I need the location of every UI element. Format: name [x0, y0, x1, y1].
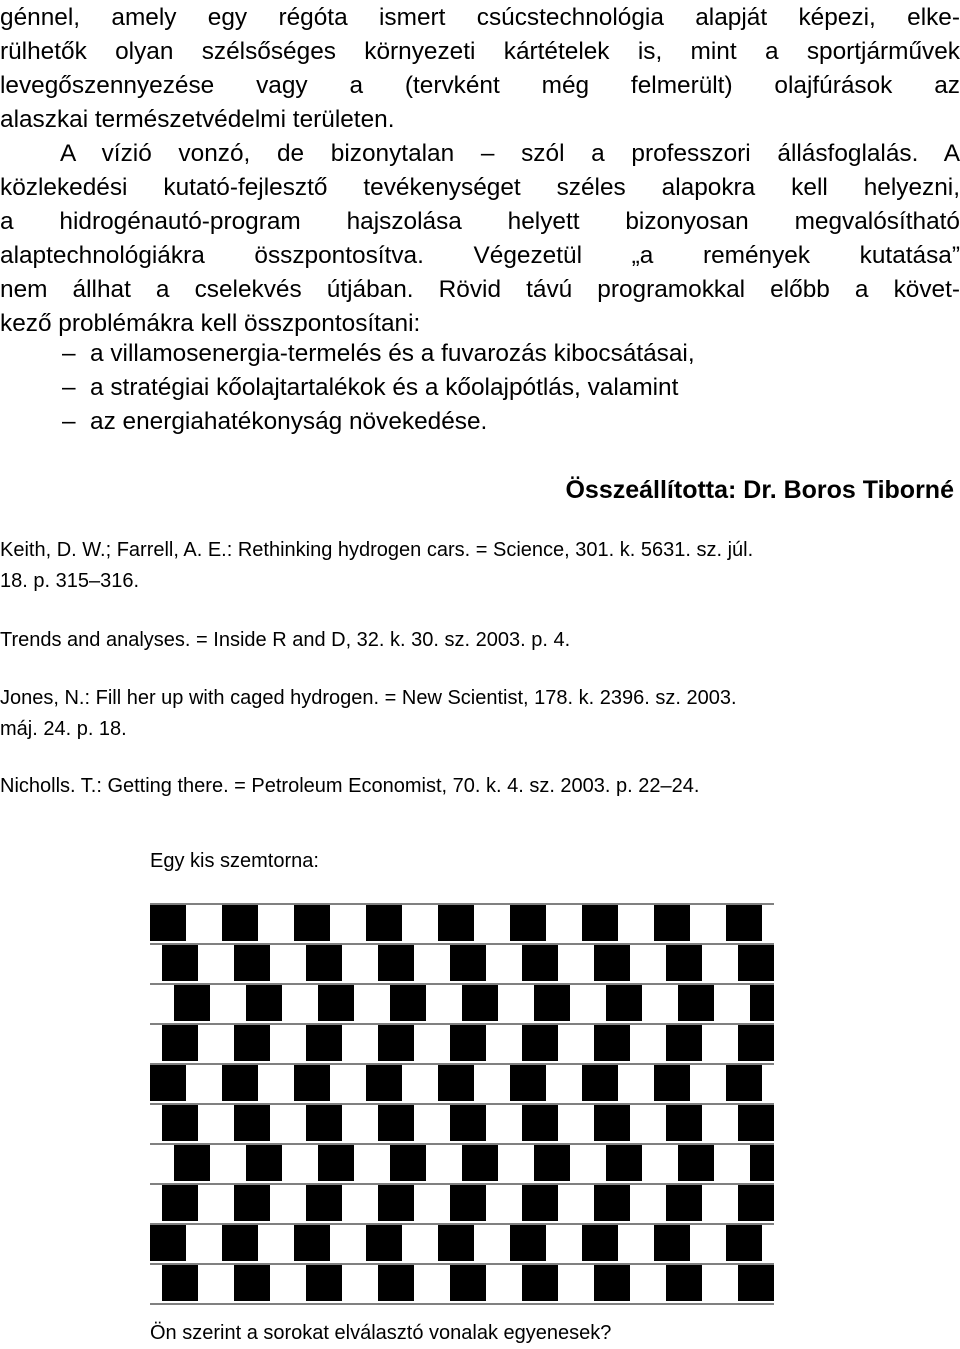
- wall-tile: [306, 1185, 342, 1221]
- wall-tile: [162, 1265, 198, 1301]
- cafe-wall-illusion: [150, 903, 774, 1309]
- author-credit: Összeállította: Dr. Boros Tiborné: [565, 476, 954, 504]
- wall-tile: [246, 1145, 282, 1181]
- wall-tile: [450, 1105, 486, 1141]
- wall-tile: [510, 1225, 546, 1261]
- wall-tile: [222, 905, 258, 941]
- wall-tile: [666, 1185, 702, 1221]
- wall-tile: [726, 1065, 762, 1101]
- wall-tile: [726, 1225, 762, 1261]
- dash-bullet: –: [62, 408, 76, 435]
- wall-tile: [234, 1025, 270, 1061]
- list-item: [62, 336, 952, 372]
- wall-tile: [450, 1265, 486, 1301]
- list-item: [62, 370, 952, 406]
- wall-tile: [750, 1145, 774, 1181]
- mortar-line: [150, 903, 774, 905]
- wall-tile: [666, 945, 702, 981]
- wall-tile: [462, 1145, 498, 1181]
- wall-tile: [594, 945, 630, 981]
- wall-tile: [738, 1265, 774, 1301]
- wall-tile: [522, 1265, 558, 1301]
- wall-tile: [582, 1065, 618, 1101]
- wall-tile: [678, 985, 714, 1021]
- mortar-line: [150, 943, 774, 945]
- wall-tile: [390, 1145, 426, 1181]
- wall-tile: [738, 945, 774, 981]
- wall-tile: [162, 1185, 198, 1221]
- wall-tile: [738, 1185, 774, 1221]
- wall-tile: [726, 905, 762, 941]
- list-item-text: a villamosenergia-termelés és a fuvarozás kibocsátásai,: [90, 340, 695, 367]
- mortar-line: [150, 1183, 774, 1185]
- wall-tile: [582, 905, 618, 941]
- dash-bullet: –: [62, 340, 76, 367]
- wall-tile: [654, 1065, 690, 1101]
- wall-tile: [378, 1185, 414, 1221]
- reference-line: máj. 24. p. 18.: [0, 718, 127, 740]
- wall-tile: [162, 1025, 198, 1061]
- wall-tile: [606, 1145, 642, 1181]
- wall-tile: [666, 1265, 702, 1301]
- wall-tile: [510, 1065, 546, 1101]
- wall-tile: [522, 945, 558, 981]
- wall-tile: [222, 1225, 258, 1261]
- body-line: nem állhat a cselekvés útjában. Rövid távú programokkal előbb a követ-: [0, 276, 960, 303]
- list-item-text: az energiahatékonyság növekedése.: [90, 408, 488, 435]
- body-line: A vízió vonzó, de bizonytalan – szól a professzori állásfoglalás. A: [60, 140, 960, 167]
- dash-bullet: –: [62, 374, 76, 401]
- mortar-line: [150, 1143, 774, 1145]
- reference-line: Trends and analyses. = Inside R and D, 32. k. 30. sz. 2003. p. 4.: [0, 629, 571, 651]
- wall-tile: [150, 905, 186, 941]
- wall-tile: [150, 1225, 186, 1261]
- reference-line: 18. p. 315–316.: [0, 570, 140, 592]
- body-line: alaptechnológiákra összpontosítva. Végezetül „a remények kutatása”: [0, 242, 960, 269]
- wall-tile: [174, 985, 210, 1021]
- wall-tile: [534, 985, 570, 1021]
- mortar-line: [150, 1223, 774, 1225]
- wall-tile: [594, 1265, 630, 1301]
- list-item: [62, 404, 952, 440]
- wall-tile: [366, 1065, 402, 1101]
- wall-tile: [234, 1185, 270, 1221]
- wall-tile: [666, 1025, 702, 1061]
- wall-tile: [294, 1065, 330, 1101]
- wall-tile: [438, 1225, 474, 1261]
- wall-tile: [606, 985, 642, 1021]
- wall-tile: [738, 1105, 774, 1141]
- wall-tile: [294, 1225, 330, 1261]
- body-line: rülhetők olyan szélsőséges környezeti kártételek is, mint a sportjárművek: [0, 38, 960, 65]
- wall-tile: [378, 1265, 414, 1301]
- wall-tile: [246, 985, 282, 1021]
- wall-tile: [522, 1185, 558, 1221]
- wall-tile: [438, 1065, 474, 1101]
- mortar-line: [150, 1023, 774, 1025]
- reference-line: Keith, D. W.; Farrell, A. E.: Rethinking hydrogen cars. = Science, 301. k. 5631. sz. júl.: [0, 539, 754, 561]
- body-line: alaszkai természetvédelmi területen.: [0, 106, 395, 133]
- wall-tile: [366, 1225, 402, 1261]
- mortar-line: [150, 1263, 774, 1265]
- wall-tile: [450, 1185, 486, 1221]
- list-item-text: a stratégiai kőolajtartalékok és a kőolajpótlás, valamint: [90, 374, 679, 401]
- wall-tile: [534, 1145, 570, 1181]
- wall-tile: [174, 1145, 210, 1181]
- wall-tile: [306, 945, 342, 981]
- wall-tile: [438, 905, 474, 941]
- wall-tile: [162, 1105, 198, 1141]
- body-line: közlekedési kutató-fejlesztő tevékenységet széles alapokra kell helyezni,: [0, 174, 960, 201]
- wall-tile: [594, 1105, 630, 1141]
- body-line: a hidrogénautó-program hajszolása helyett bizonyosan megvalósítható: [0, 208, 960, 235]
- wall-tile: [318, 1145, 354, 1181]
- wall-tile: [234, 945, 270, 981]
- body-line: kező problémákra kell összpontosítani:: [0, 310, 421, 337]
- wall-tile: [522, 1105, 558, 1141]
- wall-tile: [234, 1265, 270, 1301]
- mortar-line: [150, 1103, 774, 1105]
- wall-tile: [378, 1025, 414, 1061]
- wall-tile: [378, 945, 414, 981]
- wall-tile: [654, 1225, 690, 1261]
- wall-tile: [390, 985, 426, 1021]
- mortar-line: [150, 1063, 774, 1065]
- wall-tile: [450, 1025, 486, 1061]
- wall-tile: [666, 1105, 702, 1141]
- wall-tile: [450, 945, 486, 981]
- wall-tile: [294, 905, 330, 941]
- reference-line: Jones, N.: Fill her up with caged hydrogen. = New Scientist, 178. k. 2396. sz. 2003.: [0, 687, 737, 709]
- body-line: levegőszennyezése vagy a (tervként még felmerült) olajfúrások az: [0, 72, 960, 99]
- wall-tile: [678, 1145, 714, 1181]
- wall-tile: [582, 1225, 618, 1261]
- wall-tile: [510, 905, 546, 941]
- wall-tile: [306, 1265, 342, 1301]
- mortar-line: [150, 1303, 774, 1305]
- wall-tile: [150, 1065, 186, 1101]
- mortar-line: [150, 983, 774, 985]
- wall-tile: [366, 905, 402, 941]
- wall-tile: [522, 1025, 558, 1061]
- body-line: génnel, amely egy régóta ismert csúcstechnológia alapját képezi, elke-: [0, 4, 960, 31]
- puzzle-title: Egy kis szemtorna:: [150, 850, 319, 872]
- wall-tile: [594, 1025, 630, 1061]
- wall-tile: [222, 1065, 258, 1101]
- wall-tile: [462, 985, 498, 1021]
- puzzle-question: Ön szerint a sorokat elválasztó vonalak egyenesek?: [150, 1322, 612, 1344]
- wall-tile: [162, 945, 198, 981]
- wall-tile: [378, 1105, 414, 1141]
- wall-tile: [738, 1025, 774, 1061]
- wall-tile: [234, 1105, 270, 1141]
- reference-line: Nicholls. T.: Getting there. = Petroleum Economist, 70. k. 4. sz. 2003. p. 22–24.: [0, 775, 700, 797]
- wall-tile: [306, 1025, 342, 1061]
- wall-tile: [306, 1105, 342, 1141]
- wall-tile: [318, 985, 354, 1021]
- wall-tile: [594, 1185, 630, 1221]
- wall-tile: [750, 985, 774, 1021]
- wall-tile: [654, 905, 690, 941]
